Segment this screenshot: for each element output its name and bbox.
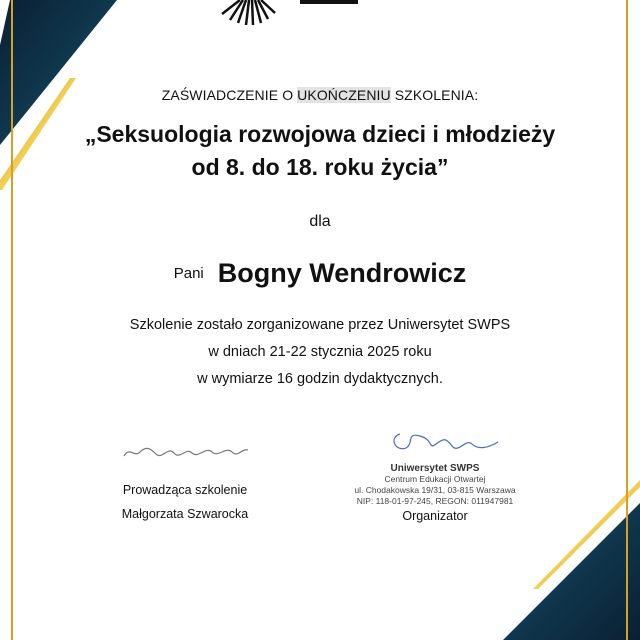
kicker-highlight: UKOŃCZENIU — [297, 87, 391, 103]
course-title-line2: od 8. do 18. roku życia” — [191, 154, 449, 180]
stamp-organization: Uniwersytet SWPS — [390, 463, 480, 474]
organizer-signature-block — [350, 428, 520, 523]
course-info — [0, 312, 640, 393]
info-line-dates: w dniach 21-22 stycznia 2025 roku — [208, 344, 432, 360]
certificate-kicker — [0, 87, 640, 103]
salutation: Pani — [173, 265, 204, 282]
swps-logo-sunburst-icon — [222, 0, 275, 25]
recipient-row — [0, 258, 640, 289]
kicker-text: ZAŚWIADCZENIE O — [161, 87, 298, 103]
course-title-line1: „Seksuologia rozwojowa dzieci i młodzieży — [84, 121, 556, 147]
stamp-department: Centrum Edukacji Otwartej — [384, 474, 486, 484]
stamp-ids: NIP: 118-01-97-245, REGON: 011947981 — [356, 496, 514, 506]
stamp-address: ul. Chodakowska 19/31, 03-815 Warszawa — [354, 485, 516, 495]
info-line-organizer: Szkolenie zostało zorganizowane przez Uniwersytet SWPS — [129, 317, 511, 333]
trainer-signature-block — [100, 440, 270, 521]
organizer-role: Organizator — [402, 509, 468, 523]
organizer-signature — [370, 428, 500, 456]
course-title — [0, 118, 640, 184]
trainer-name: Małgorzata Szwarocka — [121, 507, 249, 521]
bottom-right-navy-band — [503, 503, 640, 640]
swps-logo-text-fragment — [300, 0, 358, 4]
for-label: dla — [309, 213, 331, 230]
trainer-signature — [120, 440, 250, 462]
recipient-name: Bogny Wendrowicz — [217, 258, 467, 288]
info-line-hours: w wymiarze 16 godzin dydaktycznych. — [197, 371, 443, 387]
kicker-text-end: SZKOLENIA: — [390, 87, 479, 103]
trainer-role: Prowadząca szkolenie — [122, 483, 248, 497]
